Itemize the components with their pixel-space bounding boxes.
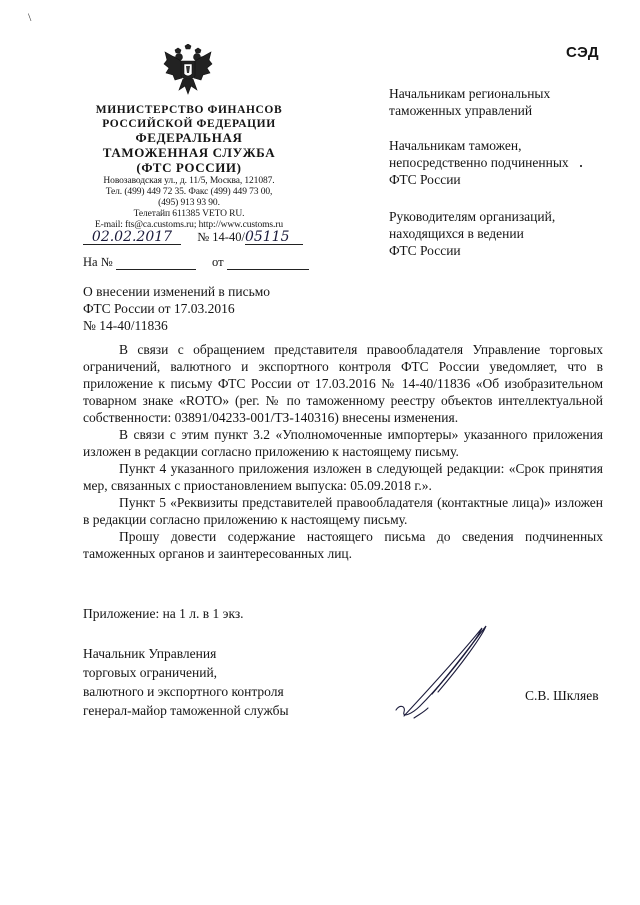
reference-from-label: от xyxy=(212,255,224,269)
addressee-line: Начальникам региональных xyxy=(389,86,551,101)
reference-label: На № xyxy=(83,255,113,269)
letter-subject xyxy=(83,283,323,334)
service-name-line: (ФТС РОССИИ) xyxy=(136,160,242,175)
body-paragraph: В связи с обращением представителя правообладателя Управление торговых ограничений, валютного и экспортного контроля ФТС России уведомляет, что в приложение к письму ФТС России от 17.03.2016 № 14-40/11836 «Об изобразительном товарном знаке «ROTO» (рег. № по таможенному реестру объектов интеллектуальной собственности: 03891/04233-001/ТЗ-140316) внесены изменения. xyxy=(83,342,603,425)
contact-line: Телетайп 611385 VETO RU. xyxy=(133,209,245,219)
addressee-line: ФТС России xyxy=(389,172,461,187)
subject-line: ФТС России от 17.03.2016 xyxy=(83,301,235,316)
signer-position xyxy=(83,644,333,720)
subject-line: О внесении изменений в письмо xyxy=(83,284,271,299)
registration-number-prefix: № 14-40/ xyxy=(197,230,245,244)
body-paragraph: В связи с этим пункт 3.2 «Уполномоченные импортеры» указанного приложения изложен в редакции согласно приложению к настоящему письму. xyxy=(83,427,603,459)
signer-position-line: валютного и экспортного контроля xyxy=(83,684,284,699)
addressee-line: ФТС России xyxy=(389,243,461,258)
body-paragraph: Пункт 5 «Реквизиты представителей правообладателя (контактные лица)» изложен в редакции согласно приложению к настоящему письму. xyxy=(83,495,603,527)
sed-label: СЭД xyxy=(566,44,600,61)
letter-body xyxy=(83,341,603,562)
reference-line xyxy=(83,254,309,270)
contact-line: Новозаводская ул., д. 11/5, Москва, 121087. xyxy=(103,176,275,186)
ministry-name-line: РОССИЙСКОЙ ФЕДЕРАЦИИ xyxy=(102,118,276,130)
registration-date: 02.02.2017 xyxy=(83,229,181,245)
ministry-name-line: МИНИСТЕРСТВО ФИНАНСОВ xyxy=(95,104,283,116)
addressee-line: Руководителям организаций, xyxy=(389,209,556,224)
signer-position-line: торговых ограничений, xyxy=(83,665,218,680)
handwritten-signature xyxy=(386,620,496,730)
sender-contacts xyxy=(76,176,302,231)
addressee-line: непосредственно подчиненных xyxy=(389,155,569,170)
addressee-block xyxy=(389,208,619,259)
ministry-name xyxy=(76,103,302,131)
addressee-line: таможенных управлений xyxy=(389,103,533,118)
attachment-note: Приложение: на 1 л. в 1 экз. xyxy=(83,606,244,621)
registration-number: 05115 xyxy=(245,229,303,245)
contact-line: (495) 913 93 90. xyxy=(158,198,220,208)
registration-line xyxy=(83,229,303,245)
addressee-block xyxy=(389,85,619,119)
signer-position-line: Начальник Управления xyxy=(83,646,217,661)
signer-position-line: генерал-майор таможенной службы xyxy=(83,703,289,718)
addressee-line: находящихся в ведении xyxy=(389,226,524,241)
contact-line: E-mail: fts@ca.customs.ru; http://www.customs.ru xyxy=(94,220,284,230)
service-name-line: ФЕДЕРАЛЬНАЯ xyxy=(135,130,243,145)
service-name-line: ТАМОЖЕННАЯ СЛУЖБА xyxy=(102,145,276,160)
body-paragraph: Пункт 4 указанного приложения изложен в следующей редакции: «Срок принятия мер, связанных с приостановлением выпуска: 05.09.2018 г.». xyxy=(83,461,603,493)
subject-line: № 14-40/11836 xyxy=(83,318,168,333)
contact-line: Тел. (499) 449 72 35. Факс (499) 449 73 00, xyxy=(105,187,273,197)
corner-mark: \ xyxy=(28,10,32,24)
addressee-line: Начальникам таможен, xyxy=(389,138,522,153)
signer-name: С.В. Шкляев xyxy=(525,688,599,703)
coat-of-arms-emblem xyxy=(163,44,213,96)
service-name xyxy=(76,130,302,175)
addressee-block xyxy=(389,137,619,188)
reference-date-blank xyxy=(227,254,309,270)
reference-number-blank xyxy=(116,254,196,270)
body-paragraph: Прошу довести содержание настоящего письма до сведения подчиненных таможенных органов и заинтересованных лиц. xyxy=(83,529,603,561)
